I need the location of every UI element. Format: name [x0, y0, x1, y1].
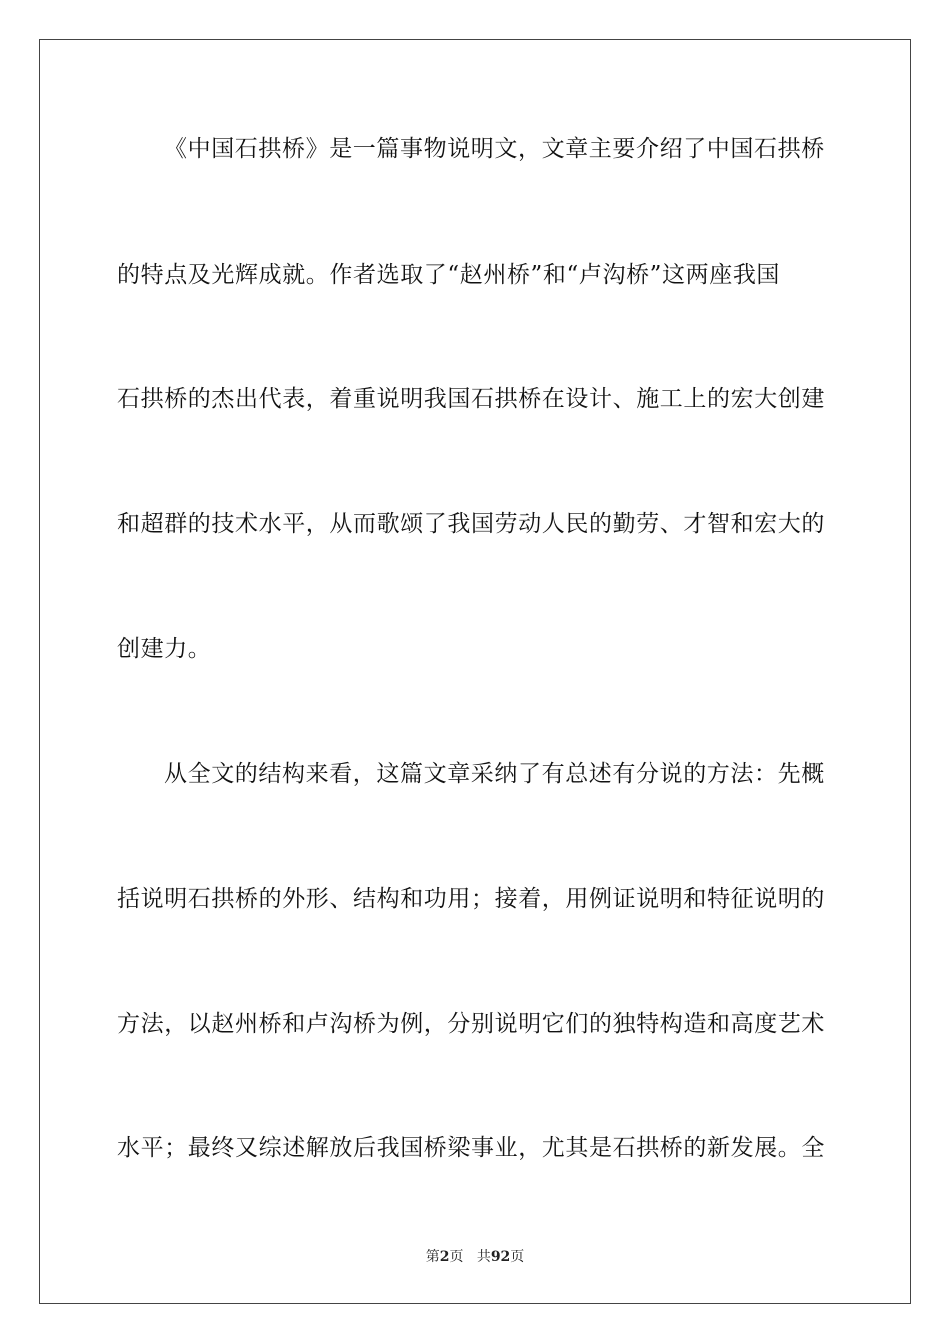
text-line: 《中国石拱桥》是一篇事物说明文，文章主要介绍了中国石拱桥 [164, 136, 825, 162]
text-line: 从全文的结构来看，这篇文章采纳了有总述有分说的方法：先概 [164, 761, 825, 787]
page-footer [0, 1248, 950, 1266]
footer-total-pages: 92 [490, 1249, 511, 1265]
text-line: 括说明石拱桥的外形、结构和功用；接着，用例证说明和特征说明的 [117, 886, 825, 912]
text-line: 和超群的技术水平，从而歌颂了我国劳动人民的勤劳、才智和宏大的 [117, 511, 825, 537]
text-line: 水平；最终又综述解放后我国桥梁事业，尤其是石拱桥的新发展。全 [117, 1135, 825, 1161]
footer-total-prefix: 共 [476, 1249, 491, 1265]
footer-page-number: 2 [439, 1249, 450, 1265]
footer-page-prefix: 第 [425, 1249, 440, 1265]
footer-total-suffix: 页 [510, 1249, 525, 1265]
footer-page-suffix: 页 [449, 1249, 464, 1265]
text-line: 的特点及光辉成就。作者选取了“赵州桥”和“卢沟桥”这两座我国 [117, 262, 781, 288]
text-line: 创建力。 [117, 636, 212, 662]
text-line: 石拱桥的杰出代表，着重说明我国石拱桥在设计、施工上的宏大创建 [117, 386, 825, 412]
text-line: 方法，以赵州桥和卢沟桥为例，分别说明它们的独特构造和高度艺术 [117, 1011, 825, 1037]
page-border [39, 39, 911, 1304]
